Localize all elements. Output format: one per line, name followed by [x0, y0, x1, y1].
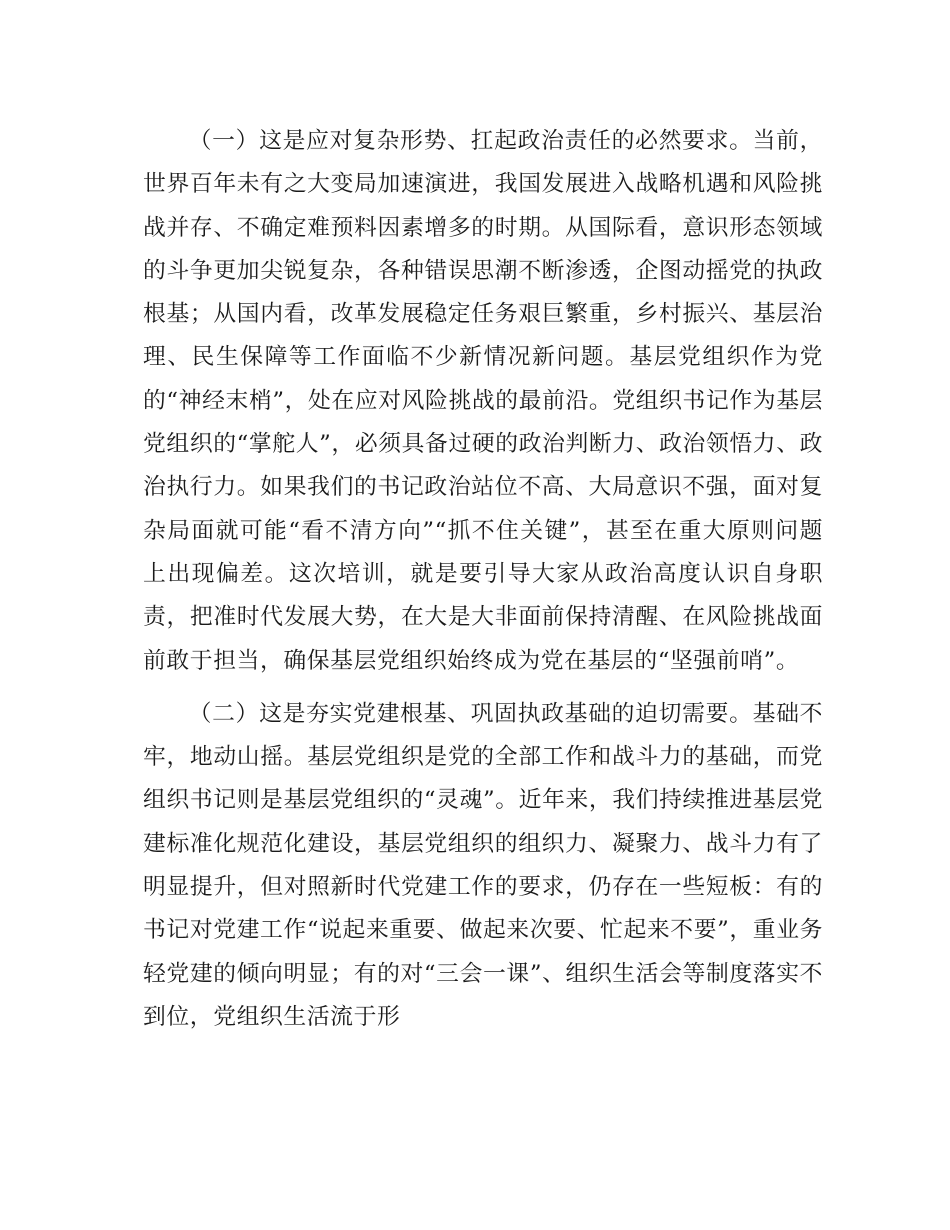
paragraph-1: （一）这是应对复杂形势、扛起政治责任的必然要求。当前，世界百年未有之大变局加速演进，我国发展进入战略机遇和风险挑战并存、不确定难预料因素增多的时期。从国际看，意识形态领域的斗争更加尖锐复杂，各种错误思潮不断渗透，企图动摇党的执政根基；从国内看，改革发展稳定任务艰巨繁重，乡村振兴、基层治理、民生保障等工作面临不少新情况新问题。基层党组织作为党的“神经末梢”，处在应对风险挑战的最前沿。党组织书记作为基层党组织的“掌舵人”，必须具备过硬的政治判断力、政治领悟力、政治执行力。如果我们的书记政治站位不高、大局意识不强，面对复杂局面就可能“看不清方向”“抓不住关键”，甚至在重大原则问题上出现偏差。这次培训，就是要引导大家从政治高度认识自身职责，把准时代发展大势，在大是大非面前保持清醒、在风险挑战面前敢于担当，确保基层党组织始终成为党在基层的“坚强前哨”。 — [143, 128, 823, 674]
document-body — [143, 120, 823, 1039]
paragraph-2: （二）这是夯实党建根基、巩固执政基础的迫切需要。基础不牢，地动山摇。基层党组织是党的全部工作和战斗力的基础，而党组织书记则是基层党组织的“灵魂”。近年来，我们持续推进基层党建标准化规范化建设，基层党组织的组织力、凝聚力、战斗力有了明显提升，但对照新时代党建工作的要求，仍存在一些短板：有的书记对党建工作“说起来重要、做起来次要、忙起来不要”，重业务轻党建的倾向明显；有的对“三会一课”、组织生活会等制度落实不到位，党组织生活流于形 — [143, 700, 823, 1030]
